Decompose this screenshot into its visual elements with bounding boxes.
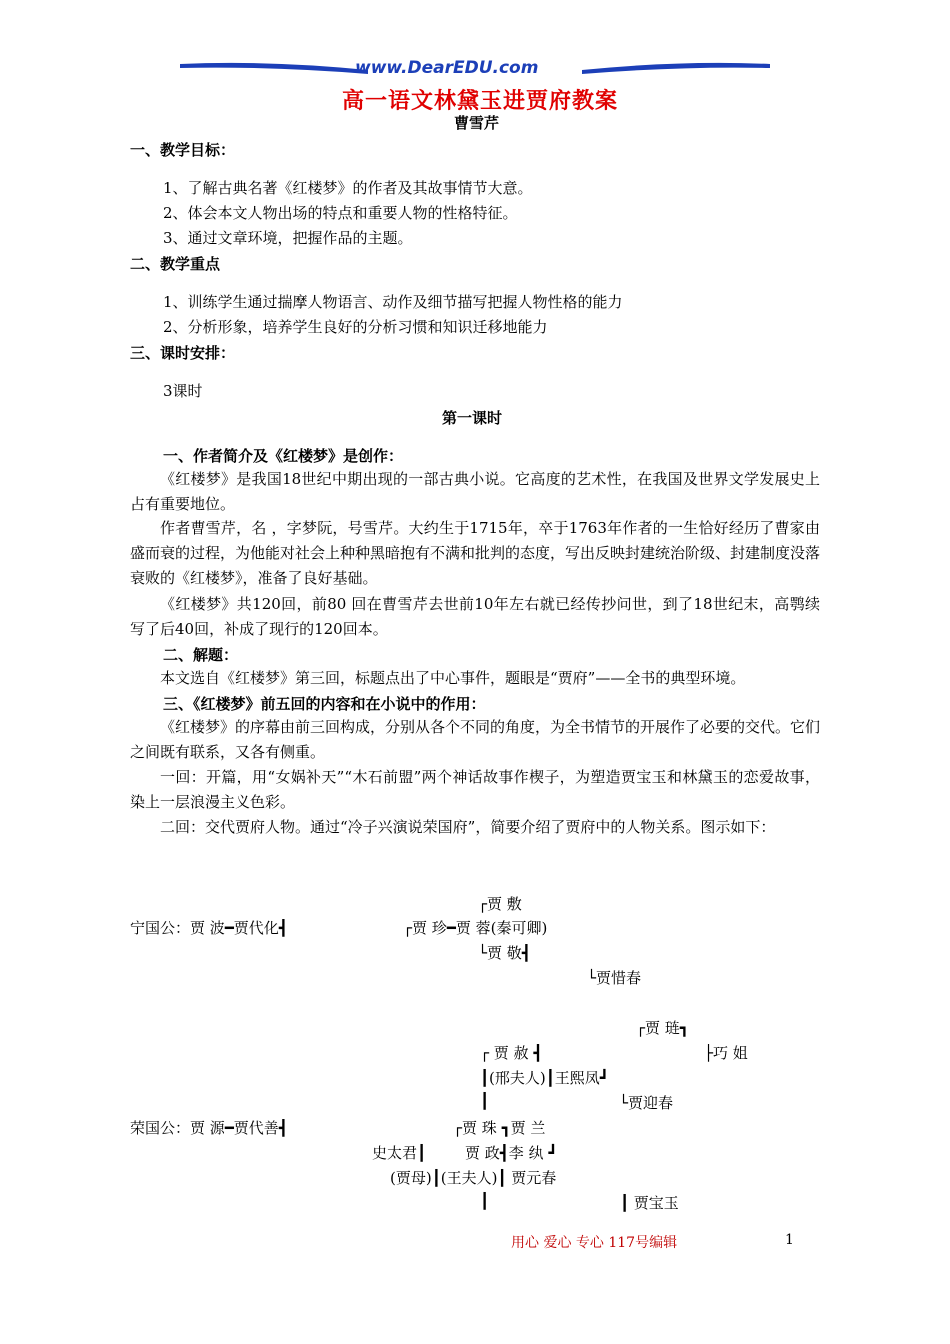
tree-line: └贾惜春	[587, 969, 642, 987]
lesson-heading: 第一课时	[442, 409, 503, 427]
page-title: 高一语文林黛玉进贾府教案	[342, 88, 619, 114]
tree-line: 贾 政┫李 纨 ┛	[465, 1144, 558, 1162]
site-logo: www.DearEDU.com	[355, 58, 539, 78]
tree-line: ┌ 贾 赦 ┫	[480, 1044, 543, 1062]
tree-line: ├巧 姐	[704, 1044, 748, 1062]
tree-line: ┃	[480, 1192, 490, 1210]
tree-line: └贾 敬┫	[478, 944, 531, 962]
paragraph: 二回：交代贾府人物。通过“冷子兴演说荣国府”，简要介绍了贾府中的人物关系。图示如下：	[160, 818, 776, 836]
schedule-heading: 三、课时安排：	[130, 344, 236, 362]
paragraph: 《红楼梦》的序幕由前三回构成，分别从各个不同的角度，为全书情节的开展作了必要的交代。它们之间既有联系，又各有侧重。	[130, 718, 821, 761]
goal-item: 3、通过文章环境，把握作品的主题。	[163, 229, 413, 247]
focus-item: 2、分析形象，培养学生良好的分析习惯和知识迁移地能力	[163, 318, 548, 336]
tree-line: ┃ 贾宝玉	[620, 1194, 679, 1212]
section-heading: 一、作者简介及《红楼梦》是创作：	[163, 447, 404, 465]
paragraph: 《红楼梦》共120回，前80 回在曹雪芹去世前10年左右就已经传抄问世，到了18世纪末，高鹗续写了后40回，补成了现行的120回本。	[130, 595, 820, 638]
focus-heading: 二、教学重点	[130, 255, 221, 273]
goal-item: 1、了解古典名著《红楼梦》的作者及其故事情节大意。	[163, 179, 533, 197]
tree-line: (贾母)┃(王夫人)┃ 贾元春	[390, 1169, 557, 1187]
paragraph: 一回：开篇，用“女娲补天”“木石前盟”两个神话故事作楔子，为塑造贾宝玉和林黛玉的恋爱故事，染上一层浪漫主义色彩。	[130, 768, 820, 811]
schedule-text: 3课时	[163, 382, 203, 400]
tree-line: 史太君┃	[372, 1144, 427, 1162]
tree-line: ┌贾 珍━贾 蓉(秦可卿)	[403, 919, 548, 937]
focus-item: 1、训练学生通过揣摩人物语言、动作及细节描写把握人物性格的能力	[163, 293, 623, 311]
tree-line: 宁国公：贾 波━贾代化┫	[130, 919, 288, 937]
page-number: 1	[785, 1232, 794, 1248]
paragraph: 本文选自《红楼梦》第三回，标题点出了中心事件，题眼是“贾府”——全书的典型环境。	[160, 669, 746, 687]
tree-line: ┃(邢夫人)┃王熙凤┛	[480, 1069, 609, 1087]
tree-line: ┌贾 琏┓	[636, 1019, 689, 1037]
tree-line: ┃	[480, 1092, 490, 1110]
tree-line: ┌贾 珠 ┓贾 兰	[453, 1119, 546, 1137]
tree-line: └贾迎春	[619, 1094, 674, 1112]
tree-line: 荣国公：贾 源━贾代善┫	[130, 1119, 288, 1137]
goal-item: 2、体会本文人物出场的特点和重要人物的性格特征。	[163, 204, 518, 222]
footer-text: 用心 爱心 专心 117号编辑	[511, 1235, 678, 1251]
paragraph: 《红楼梦》是我国18世纪中期出现的一部古典小说。它高度的艺术性，在我国及世界文学发展史上占有重要地位。	[130, 470, 820, 513]
section-heading: 三、《红楼梦》前五回的内容和在小说中的作用：	[163, 695, 486, 713]
author: 曹雪芹	[454, 114, 500, 132]
tree-line: ┌贾 敷	[478, 895, 522, 913]
goals-heading: 一、教学目标：	[130, 141, 236, 159]
section-heading: 二、解题：	[163, 646, 239, 664]
paragraph: 作者曹雪芹，名 ，字梦阮，号雪芹。大约生于1715年，卒于1763年作者的一生恰好经历了曹家由盛而衰的过程，为他能对社会上种种黑暗抱有不满和批判的态度，写出反映封建统治阶级、封建制度没落衰败的《红楼梦》，准备了良好基础。	[130, 519, 821, 587]
